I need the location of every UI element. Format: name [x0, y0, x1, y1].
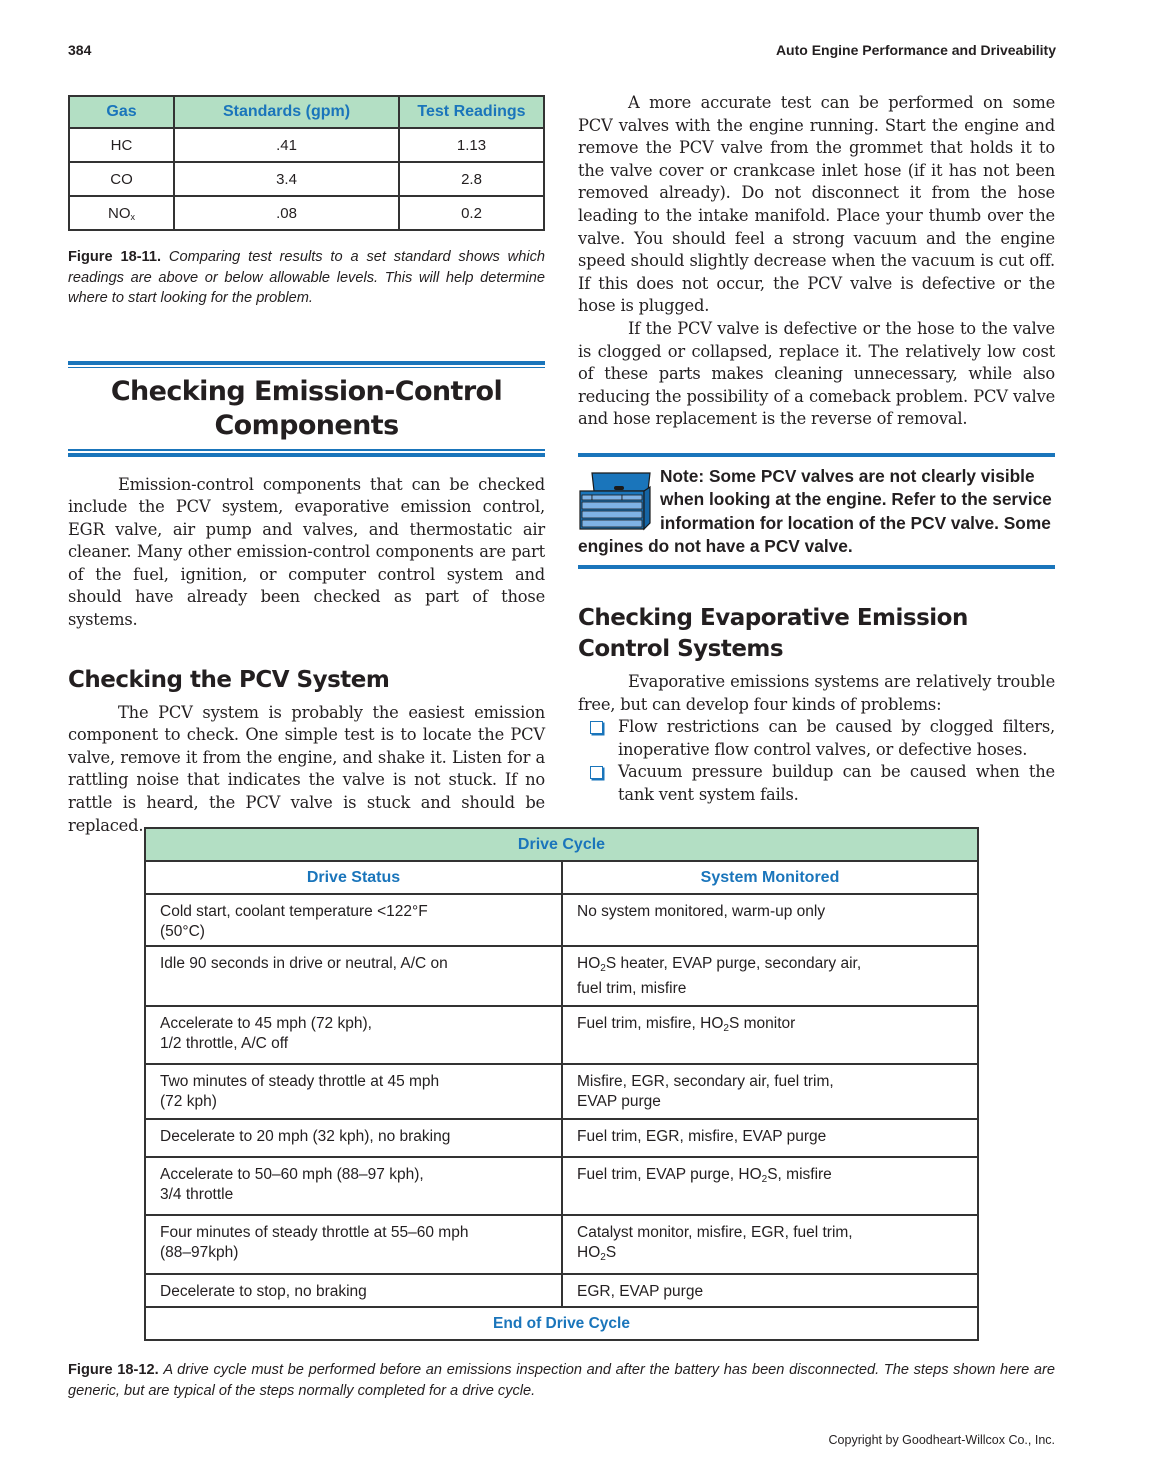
table-title: Drive Cycle [145, 828, 978, 861]
system-monitored-cell: Misfire, EGR, secondary air, fuel trim, EVAP purge [562, 1064, 978, 1119]
table-row [69, 162, 544, 196]
column-header-system-monitored: System Monitored [562, 861, 978, 894]
table-header-row [69, 96, 544, 128]
evap-heading: Checking Evaporative Emission Control Systems [578, 604, 968, 662]
standard-cell: .41 [174, 128, 399, 162]
section-title: Checking Emission-Control Components [110, 376, 503, 441]
gas-cell: HC [69, 128, 174, 162]
standard-cell: .08 [174, 196, 399, 230]
drive-status-cell: Two minutes of steady throttle at 45 mph (72 kph) [145, 1064, 562, 1119]
figure-caption-18-12 [68, 1360, 1055, 1401]
copyright-notice: Copyright by Goodheart-Willcox Co., Inc. [828, 1433, 1055, 1447]
table-row [145, 1157, 978, 1215]
table-row [145, 1064, 978, 1119]
right-column [578, 92, 1055, 806]
drive-status-cell: Accelerate to 45 mph (72 kph), 1/2 throttle, A/C off [145, 1006, 562, 1064]
page-header [68, 42, 1056, 62]
drive-cycle-rows [145, 894, 978, 1307]
system-monitored-cell: EGR, EVAP purge [562, 1274, 978, 1307]
end-of-drive-cycle: End of Drive Cycle [145, 1307, 978, 1340]
pcv-heading: Checking the PCV System [68, 666, 390, 693]
checkbox-bullet-icon [590, 721, 603, 734]
left-column [68, 95, 545, 837]
system-monitored-cell: No system monitored, warm-up only [562, 894, 978, 946]
reading-cell: 2.8 [399, 162, 544, 196]
drive-status-cell: Accelerate to 50–60 mph (88–97 kph), 3/4 throttle [145, 1157, 562, 1215]
heading-rule-divider [68, 449, 545, 451]
column-header-gas: Gas [69, 96, 174, 128]
table-row [69, 196, 544, 230]
column-header-standards: Standards (gpm) [174, 96, 399, 128]
drive-cycle-table [144, 827, 979, 1341]
figure-label: Figure 18-12. [68, 1362, 159, 1378]
note-rule-divider [578, 565, 1055, 569]
section-heading-block [68, 361, 545, 457]
page-number: 384 [68, 42, 92, 58]
table-footer-row [145, 1307, 978, 1340]
section-intro-paragraph: Emission-control components that can be checked include the PCV system, evaporative emission control, EGR valve, air pump and valves, and thermostatic air cleaner. Many other emission-control components are part of the fuel, ignition, or computer control system and should have already been checked as part of those systems. [68, 474, 545, 630]
drive-status-cell: Decelerate to stop, no braking [145, 1274, 562, 1307]
drive-status-cell: Idle 90 seconds in drive or neutral, A/C on [145, 946, 562, 1006]
toolbox-icon [578, 469, 656, 531]
table-row [145, 1274, 978, 1307]
running-title: Auto Engine Performance and Driveability [775, 42, 1056, 58]
pcv-paragraph-1: The PCV system is probably the easiest emission component to check. One simple test is to locate the PCV valve, remove it from the engine, and shake it. Listen for a rattling noise that indicates the valve is not stuck. If no rattle is heard, the PCV valve is stuck and should be replaced. [68, 702, 545, 835]
list-item: Vacuum pressure buildup can be caused when the tank vent system fails. [578, 761, 1055, 806]
table-row [69, 128, 544, 162]
system-monitored-cell: Fuel trim, EGR, misfire, EVAP purge [562, 1119, 978, 1157]
system-monitored-cell: Catalyst monitor, misfire, EGR, fuel trim, $HO_2S$ [562, 1215, 978, 1274]
figure-caption-18-11 [68, 247, 545, 309]
system-monitored-cell: Fuel trim, misfire, $HO_2S$ monitor [562, 1006, 978, 1064]
heading-rule-divider [68, 361, 545, 365]
figure-text: A drive cycle must be performed before an emissions inspection and after the battery has been disconnected. The steps shown here are generic, but are typical of the steps normally completed for a drive cycle. [68, 1362, 1055, 1399]
standard-cell: 3.4 [174, 162, 399, 196]
evap-problem-list [578, 716, 1055, 806]
table-header-row [145, 861, 978, 894]
evap-intro-paragraph: Evaporative emissions systems are relatively trouble free, but can develop four kinds of problems: [578, 671, 1055, 714]
table-row [145, 1006, 978, 1064]
table-title-row [145, 828, 978, 861]
list-item: Flow restrictions can be caused by clogged filters, inoperative flow control valves, or defective hoses. [578, 716, 1055, 761]
table-row [145, 946, 978, 1006]
note-box [578, 453, 1055, 569]
drive-status-cell: Cold start, coolant temperature <122°F (50°C) [145, 894, 562, 946]
drive-status-cell: Decelerate to 20 mph (32 kph), no braking [145, 1119, 562, 1157]
gas-cell: $NO_x$ [69, 196, 174, 230]
table-row [145, 1215, 978, 1274]
figure-label: Figure 18-11. [68, 249, 162, 265]
drive-status-cell: Four minutes of steady throttle at 55–60 mph (88–97kph) [145, 1215, 562, 1274]
reading-cell: 1.13 [399, 128, 544, 162]
system-monitored-cell: Fuel trim, EVAP purge, $HO_2S$, misfire [562, 1157, 978, 1215]
column-header-test-readings: Test Readings [399, 96, 544, 128]
pcv-paragraph-2: A more accurate test can be performed on some PCV valves with the engine running. Start the engine and remove the PCV valve from the grommet that holds it to the valve cover or crankcase inlet hose (if it has not been removed already). Do not disconnect it from the hose leading to the intake manifold. Place your thumb over the valve. You should feel a strong vacuum and the engine speed should slightly decrease when the vacuum is cut off. If this does not occur, the PCV valve is defective or the hose is plugged. [578, 93, 1055, 316]
heading-rule-divider [68, 453, 545, 457]
table-row [145, 894, 978, 946]
figure-text: Comparing test results to a set standard shows which readings are above or below allowable levels. This will help determine where to start looking for the problem. [68, 249, 545, 306]
column-header-drive-status: Drive Status [145, 861, 562, 894]
gas-cell: CO [69, 162, 174, 196]
system-monitored-cell: $HO_2S$ heater, EVAP purge, secondary air, fuel trim, misfire [562, 946, 978, 1006]
checkbox-bullet-icon [590, 766, 603, 779]
reading-cell: 0.2 [399, 196, 544, 230]
pcv-paragraph-3: If the PCV valve is defective or the hose to the valve is clogged or collapsed, replace it. The relatively low cost of these parts makes cleaning unnecessary, while also reducing the possibility of a comeback problem. PCV valve and hose replacement is the reverse of removal. [578, 318, 1055, 429]
table-row [145, 1119, 978, 1157]
gas-standards-table [68, 95, 545, 231]
note-text: Note: Some PCV valves are not clearly visible when looking at the engine. Refer to the service information for location of the PCV valve. Some engines do not have a PCV valve. [578, 465, 1052, 557]
